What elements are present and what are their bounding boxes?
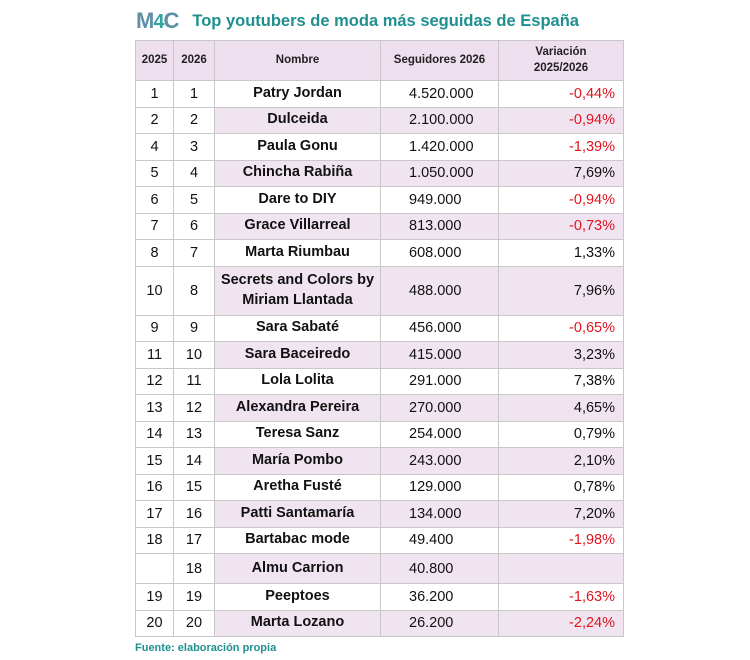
followers-cell: 26.200 [381,610,499,637]
table-row [136,527,624,554]
variation-cell: 7,69% [499,160,624,187]
rank-2026-cell: 12 [174,395,215,422]
rank-2025-cell: 17 [136,501,174,528]
rank-2026-cell: 15 [174,474,215,501]
source-note: Fuente: elaboración propia [135,642,277,654]
rank-2025-cell: 12 [136,368,174,395]
variation-cell: 4,65% [499,395,624,422]
table-row [136,584,624,611]
variation-cell: 7,38% [499,368,624,395]
column-header-seguidores: Seguidores 2026 [381,41,499,81]
variation-cell [499,554,624,584]
rank-2026-cell: 9 [174,315,215,342]
rank-2025-cell: 20 [136,610,174,637]
rank-2026-cell: 1 [174,81,215,108]
variation-cell: -1,98% [499,527,624,554]
followers-cell: 1.420.000 [381,134,499,161]
table-row [136,448,624,475]
name-cell: Grace Villarreal [215,213,381,240]
name-cell: Secrets and Colors by Miriam Llantada [215,266,381,315]
followers-cell: 1.050.000 [381,160,499,187]
followers-cell: 49.400 [381,527,499,554]
name-cell: Dulceida [215,107,381,134]
name-cell: Alexandra Pereira [215,395,381,422]
rank-2026-cell: 8 [174,266,215,315]
name-cell: Lola Lolita [215,368,381,395]
followers-cell: 813.000 [381,213,499,240]
rank-2026-cell: 10 [174,342,215,369]
variation-cell: -0,65% [499,315,624,342]
followers-cell: 40.800 [381,554,499,584]
rank-2025-cell: 2 [136,107,174,134]
followers-cell: 36.200 [381,584,499,611]
column-header-nombre: Nombre [215,41,381,81]
followers-cell: 488.000 [381,266,499,315]
variation-cell: -1,39% [499,134,624,161]
rank-2026-cell: 17 [174,527,215,554]
table-row [136,107,624,134]
rank-2025-cell: 4 [136,134,174,161]
table-row [136,240,624,267]
rank-2025-cell: 6 [136,187,174,214]
variation-cell: -0,44% [499,81,624,108]
followers-cell: 2.100.000 [381,107,499,134]
table-row [136,501,624,528]
rank-2026-cell: 19 [174,584,215,611]
ranking-table [135,40,624,637]
followers-cell: 134.000 [381,501,499,528]
rank-2026-cell: 5 [174,187,215,214]
rank-2026-cell: 4 [174,160,215,187]
name-cell: Paula Gonu [215,134,381,161]
rank-2025-cell: 1 [136,81,174,108]
variation-cell: -2,24% [499,610,624,637]
name-cell: Marta Lozano [215,610,381,637]
rank-2026-cell: 20 [174,610,215,637]
rank-2025-cell: 10 [136,266,174,315]
table-row [136,421,624,448]
table-row [136,395,624,422]
rank-2025-cell: 11 [136,342,174,369]
table-row [136,474,624,501]
followers-cell: 243.000 [381,448,499,475]
name-cell: Aretha Fusté [215,474,381,501]
table-row [136,81,624,108]
followers-cell: 949.000 [381,187,499,214]
rank-2025-cell: 5 [136,160,174,187]
name-cell: Marta Riumbau [215,240,381,267]
name-cell: Bartabac mode [215,527,381,554]
table-row [136,554,624,584]
table-row [136,610,624,637]
rank-2025-cell: 7 [136,213,174,240]
table-row [136,342,624,369]
table-row [136,187,624,214]
followers-cell: 4.520.000 [381,81,499,108]
rank-2026-cell: 14 [174,448,215,475]
rank-2026-cell: 13 [174,421,215,448]
name-cell: Patry Jordan [215,81,381,108]
table-row [136,213,624,240]
column-header-2025: 2025 [136,41,174,81]
variation-cell: -1,63% [499,584,624,611]
variation-cell: 7,20% [499,501,624,528]
variation-cell: -0,94% [499,187,624,214]
rank-2025-cell: 9 [136,315,174,342]
followers-cell: 415.000 [381,342,499,369]
table-row [136,266,624,315]
variation-cell: 2,10% [499,448,624,475]
rank-2026-cell: 16 [174,501,215,528]
rank-2026-cell: 6 [174,213,215,240]
rank-2026-cell: 2 [174,107,215,134]
rank-2025-cell: 19 [136,584,174,611]
variation-cell: 3,23% [499,342,624,369]
name-cell: Dare to DIY [215,187,381,214]
followers-cell: 254.000 [381,421,499,448]
table-row [136,134,624,161]
table-row [136,368,624,395]
rank-2026-cell: 3 [174,134,215,161]
variation-cell: 0,78% [499,474,624,501]
name-cell: Almu Carrion [215,554,381,584]
page-title: Top youtubers de moda más seguidas de España [192,11,579,30]
rank-2025-cell: 13 [136,395,174,422]
variation-cell: 1,33% [499,240,624,267]
followers-cell: 129.000 [381,474,499,501]
name-cell: Peeptoes [215,584,381,611]
variation-cell: -0,73% [499,213,624,240]
name-cell: Sara Sabaté [215,315,381,342]
followers-cell: 456.000 [381,315,499,342]
m4c-logo: M4C [136,8,179,33]
table-row [136,160,624,187]
name-cell: Teresa Sanz [215,421,381,448]
column-header-2026: 2026 [174,41,215,81]
rank-2025-cell: 15 [136,448,174,475]
followers-cell: 270.000 [381,395,499,422]
rank-2025-cell: 14 [136,421,174,448]
name-cell: Patti Santamaría [215,501,381,528]
followers-cell: 608.000 [381,240,499,267]
rank-2025-cell: 16 [136,474,174,501]
rank-2025-cell: 18 [136,527,174,554]
table-body [136,81,624,637]
name-cell: Sara Baceiredo [215,342,381,369]
header [136,6,579,36]
rank-2025-cell: 8 [136,240,174,267]
rank-2026-cell: 11 [174,368,215,395]
variation-cell: 0,79% [499,421,624,448]
rank-2026-cell: 18 [174,554,215,584]
variation-cell: -0,94% [499,107,624,134]
rank-2026-cell: 7 [174,240,215,267]
column-header-variacion: Variación 2025/2026 [499,41,624,81]
table-header-row [136,41,624,81]
followers-cell: 291.000 [381,368,499,395]
rank-2025-cell [136,554,174,584]
name-cell: Chincha Rabiña [215,160,381,187]
name-cell: María Pombo [215,448,381,475]
table-row [136,315,624,342]
variation-cell: 7,96% [499,266,624,315]
